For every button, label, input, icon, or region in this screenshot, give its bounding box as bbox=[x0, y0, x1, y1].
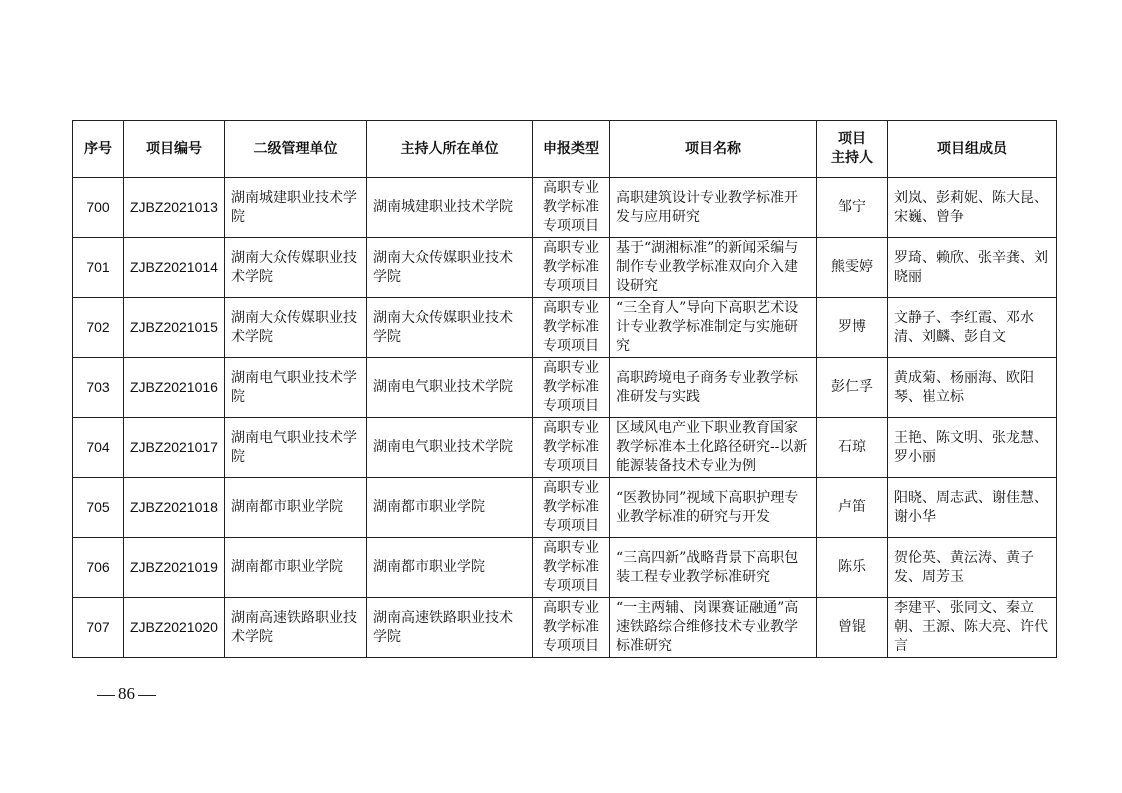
header-type: 申报类型 bbox=[532, 121, 609, 178]
cell-unit2: 湖南都市职业学院 bbox=[224, 538, 366, 598]
cell-members: 王艳、陈文明、张龙慧、罗小丽 bbox=[887, 418, 1056, 478]
cell-type: 高职专业教学标准专项项目 bbox=[532, 598, 609, 658]
cell-unit2: 湖南都市职业学院 bbox=[224, 478, 366, 538]
cell-seq: 701 bbox=[73, 238, 124, 298]
cell-seq: 706 bbox=[73, 538, 124, 598]
header-host: 项目 主持人 bbox=[816, 121, 887, 178]
cell-host: 石琼 bbox=[816, 418, 887, 478]
cell-unit2: 湖南电气职业技术学院 bbox=[224, 418, 366, 478]
table-row bbox=[73, 598, 1057, 658]
cell-seq: 702 bbox=[73, 298, 124, 358]
header-members: 项目组成员 bbox=[887, 121, 1056, 178]
cell-type: 高职专业教学标准专项项目 bbox=[532, 358, 609, 418]
cell-code: ZJBZ2021014 bbox=[124, 238, 225, 298]
cell-host-unit: 湖南都市职业学院 bbox=[366, 538, 532, 598]
cell-code: ZJBZ2021013 bbox=[124, 178, 225, 238]
header-unit2: 二级管理单位 bbox=[224, 121, 366, 178]
cell-host: 邹宁 bbox=[816, 178, 887, 238]
cell-host-unit: 湖南电气职业技术学院 bbox=[366, 418, 532, 478]
cell-name: 高职建筑设计专业教学标准开发与应用研究 bbox=[609, 178, 816, 238]
cell-seq: 705 bbox=[73, 478, 124, 538]
cell-host: 罗博 bbox=[816, 298, 887, 358]
project-table bbox=[72, 120, 1057, 658]
cell-host-unit: 湖南城建职业技术学院 bbox=[366, 178, 532, 238]
cell-host: 彭仁孚 bbox=[816, 358, 887, 418]
cell-code: ZJBZ2021015 bbox=[124, 298, 225, 358]
cell-type: 高职专业教学标准专项项目 bbox=[532, 178, 609, 238]
page-footer bbox=[94, 684, 159, 704]
table-row bbox=[73, 298, 1057, 358]
cell-code: ZJBZ2021019 bbox=[124, 538, 225, 598]
cell-unit2: 湖南电气职业技术学院 bbox=[224, 358, 366, 418]
cell-seq: 703 bbox=[73, 358, 124, 418]
cell-host-unit: 湖南都市职业学院 bbox=[366, 478, 532, 538]
cell-host-unit: 湖南高速铁路职业技术学院 bbox=[366, 598, 532, 658]
cell-host: 曾锟 bbox=[816, 598, 887, 658]
cell-seq: 704 bbox=[73, 418, 124, 478]
cell-members: 罗琦、赖欣、张辛龚、刘晓丽 bbox=[887, 238, 1056, 298]
footer-dash-left bbox=[97, 695, 115, 696]
table-row bbox=[73, 478, 1057, 538]
cell-unit2: 湖南城建职业技术学院 bbox=[224, 178, 366, 238]
cell-members: 刘岚、彭莉妮、陈大昆、宋巍、曾争 bbox=[887, 178, 1056, 238]
header-host-unit: 主持人所在单位 bbox=[366, 121, 532, 178]
cell-unit2: 湖南大众传媒职业技术学院 bbox=[224, 298, 366, 358]
table-row bbox=[73, 358, 1057, 418]
cell-members: 阳晓、周志武、谢佳慧、谢小华 bbox=[887, 478, 1056, 538]
cell-name: “三全育人”导向下高职艺术设计专业教学标准制定与实施研究 bbox=[609, 298, 816, 358]
header-seq: 序号 bbox=[73, 121, 124, 178]
cell-members: 黄成菊、杨丽海、欧阳琴、崔立标 bbox=[887, 358, 1056, 418]
cell-members: 文静子、李红霞、邓水清、刘麟、彭自文 bbox=[887, 298, 1056, 358]
cell-type: 高职专业教学标准专项项目 bbox=[532, 538, 609, 598]
cell-name: 高职跨境电子商务专业教学标准研发与实践 bbox=[609, 358, 816, 418]
cell-host: 陈乐 bbox=[816, 538, 887, 598]
cell-host-unit: 湖南大众传媒职业技术学院 bbox=[366, 238, 532, 298]
cell-name: “三高四新”战略背景下高职包装工程专业教学标准研究 bbox=[609, 538, 816, 598]
cell-type: 高职专业教学标准专项项目 bbox=[532, 238, 609, 298]
cell-host-unit: 湖南大众传媒职业技术学院 bbox=[366, 298, 532, 358]
page-number: 86 bbox=[118, 684, 135, 703]
header-code: 项目编号 bbox=[124, 121, 225, 178]
cell-name: “医教协同”视域下高职护理专业教学标准的研究与开发 bbox=[609, 478, 816, 538]
cell-seq: 700 bbox=[73, 178, 124, 238]
cell-name: 基于“湖湘标准”的新闻采编与制作专业教学标准双向介入建设研究 bbox=[609, 238, 816, 298]
cell-name: 区域风电产业下职业教育国家教学标准本土化路径研究--以新能源装备技术专业为例 bbox=[609, 418, 816, 478]
cell-seq: 707 bbox=[73, 598, 124, 658]
cell-code: ZJBZ2021017 bbox=[124, 418, 225, 478]
cell-code: ZJBZ2021020 bbox=[124, 598, 225, 658]
cell-type: 高职专业教学标准专项项目 bbox=[532, 478, 609, 538]
footer-dash-right bbox=[138, 695, 156, 696]
cell-host-unit: 湖南电气职业技术学院 bbox=[366, 358, 532, 418]
table-row bbox=[73, 178, 1057, 238]
table-row bbox=[73, 538, 1057, 598]
cell-unit2: 湖南大众传媒职业技术学院 bbox=[224, 238, 366, 298]
cell-code: ZJBZ2021018 bbox=[124, 478, 225, 538]
cell-unit2: 湖南高速铁路职业技术学院 bbox=[224, 598, 366, 658]
cell-type: 高职专业教学标准专项项目 bbox=[532, 298, 609, 358]
cell-members: 李建平、张同文、秦立朝、王源、陈大亮、许代言 bbox=[887, 598, 1056, 658]
cell-name: “一主两辅、岗课赛证融通”高速铁路综合维修技术专业教学标准研究 bbox=[609, 598, 816, 658]
cell-host: 卢笛 bbox=[816, 478, 887, 538]
cell-host: 熊雯婷 bbox=[816, 238, 887, 298]
cell-code: ZJBZ2021016 bbox=[124, 358, 225, 418]
table-row bbox=[73, 238, 1057, 298]
cell-type: 高职专业教学标准专项项目 bbox=[532, 418, 609, 478]
header-name: 项目名称 bbox=[609, 121, 816, 178]
cell-members: 贺伦英、黄沄涛、黄子发、周芳玉 bbox=[887, 538, 1056, 598]
table-header-row bbox=[73, 121, 1057, 178]
table-row bbox=[73, 418, 1057, 478]
